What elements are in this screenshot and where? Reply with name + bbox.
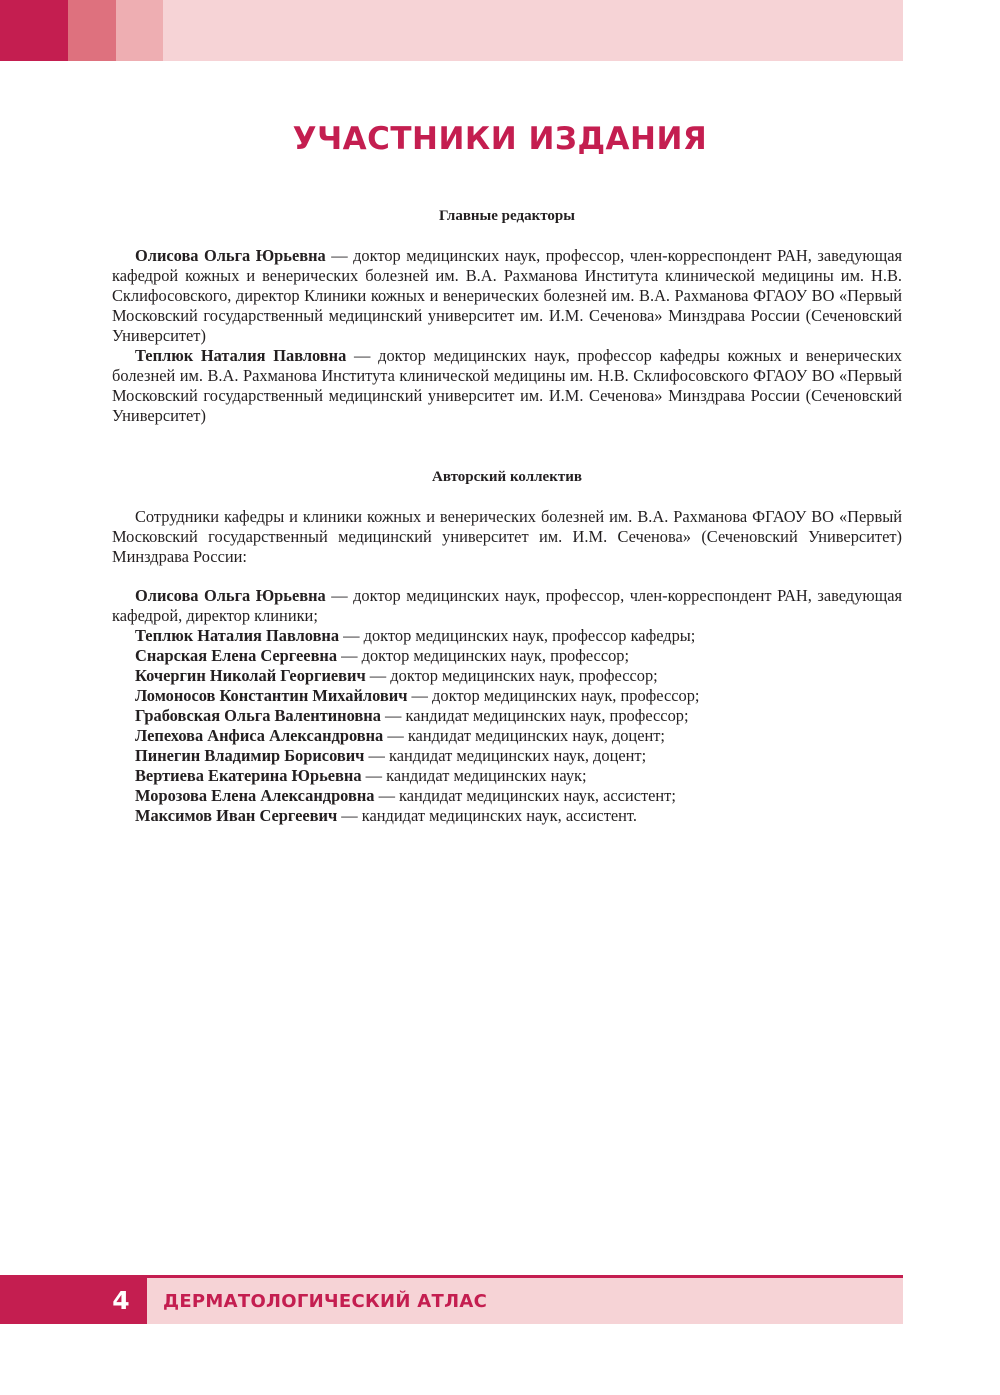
top-decor-block-light xyxy=(116,0,163,61)
author-name: Ломоносов Константин Михайлович xyxy=(135,686,408,705)
author-name: Снарская Елена Сергеевна xyxy=(135,646,338,665)
editor-name: Олисова Ольга Юрьевна xyxy=(135,246,326,265)
author-name: Пинегин Владимир Борисович xyxy=(135,746,365,765)
author-description: — доктор медицинских наук, профессор, член-корреспондент РАН, заведующая кафедрой, директор клиники; xyxy=(112,586,903,625)
author-description: — кандидат медицинских наук, доцент; xyxy=(364,746,647,765)
author-list xyxy=(112,586,902,826)
content xyxy=(112,206,902,826)
top-decor-block-dark xyxy=(0,0,68,61)
author-entry xyxy=(112,626,902,646)
author-entry xyxy=(112,686,902,706)
author-entry xyxy=(112,746,902,766)
author-description: — доктор медицинских наук, профессор кафедры; xyxy=(339,626,696,645)
author-description: — доктор медицинских наук, профессор; xyxy=(407,686,700,705)
author-entry xyxy=(112,666,902,686)
author-entry xyxy=(112,726,902,746)
author-name: Максимов Иван Сергеевич xyxy=(135,806,338,825)
top-decor-block-mid xyxy=(68,0,116,61)
author-entry xyxy=(112,806,902,826)
running-title: ДЕРМАТОЛОГИЧЕСКИЙ АТЛАС xyxy=(163,1291,488,1312)
author-entry xyxy=(112,586,902,626)
author-description: — кандидат медицинских наук, ассистент. xyxy=(337,806,637,825)
chief-editors-heading: Главные редакторы xyxy=(439,208,575,224)
author-description: — кандидат медицинских наук, доцент; xyxy=(383,726,665,745)
author-description: — кандидат медицинских наук, ассистент; xyxy=(374,786,676,805)
author-entry xyxy=(112,706,902,726)
author-name: Лепехова Анфиса Александровна xyxy=(135,726,384,745)
author-description: — доктор медицинских наук, профессор; xyxy=(337,646,630,665)
editor-name: Теплюк Наталия Павловна xyxy=(135,346,347,365)
page-number: 4 xyxy=(112,1286,130,1315)
author-name: Грабовская Ольга Валентиновна xyxy=(135,706,381,725)
page-title: УЧАСТНИКИ ИЗДАНИЯ xyxy=(292,121,708,157)
authors-heading: Авторский коллектив xyxy=(432,469,582,485)
chief-editor-entry xyxy=(112,346,902,426)
author-description: — кандидат медицинских наук; xyxy=(361,766,587,785)
editor-description: — доктор медицинских наук, профессор, член-корреспондент РАН, заведующая кафедрой кожных и венерических болезней им. В.А. Рахманова Института клинической медицины им. Н.В. Склифосовского, директор Клиники кожных и венерических болезней им. В.А. Рахманова ФГАОУ ВО «Первый Московский государственный медицинский университет им. И.М. Сеченова» Минздрава России (Сеченовский Университет) xyxy=(112,246,903,345)
author-description: — кандидат медицинских наук, профессор; xyxy=(380,706,689,725)
editor-description: — доктор медицинских наук, профессор кафедры кожных и венерических болезней им. В.А. Рахманова Института клинической медицины им. Н.В. Склифосовского ФГАОУ ВО «Первый Московский государственный медицинский университет им. И.М. Сеченова» Минздрава России (Сеченовский Университет) xyxy=(112,346,902,425)
author-entry xyxy=(112,646,902,666)
authors-intro: Сотрудники кафедры и клиники кожных и венерических болезней им. В.А. Рахманова ФГАОУ ВО «Первый Московский государственный медицинский университет им. И.М. Сеченова» (Сеченовский Университет) Минздрава России: xyxy=(112,507,902,566)
author-name: Кочергин Николай Георгиевич xyxy=(135,666,366,685)
author-name: Вертиева Екатерина Юрьевна xyxy=(135,766,362,785)
author-name: Теплюк Наталия Павловна xyxy=(135,626,340,645)
author-entry xyxy=(112,766,902,786)
chief-editor-entry xyxy=(112,246,902,346)
author-description: — доктор медицинских наук, профессор; xyxy=(365,666,658,685)
author-name: Олисова Ольга Юрьевна xyxy=(135,586,326,605)
author-name: Морозова Елена Александровна xyxy=(135,786,375,805)
author-entry xyxy=(112,786,902,806)
